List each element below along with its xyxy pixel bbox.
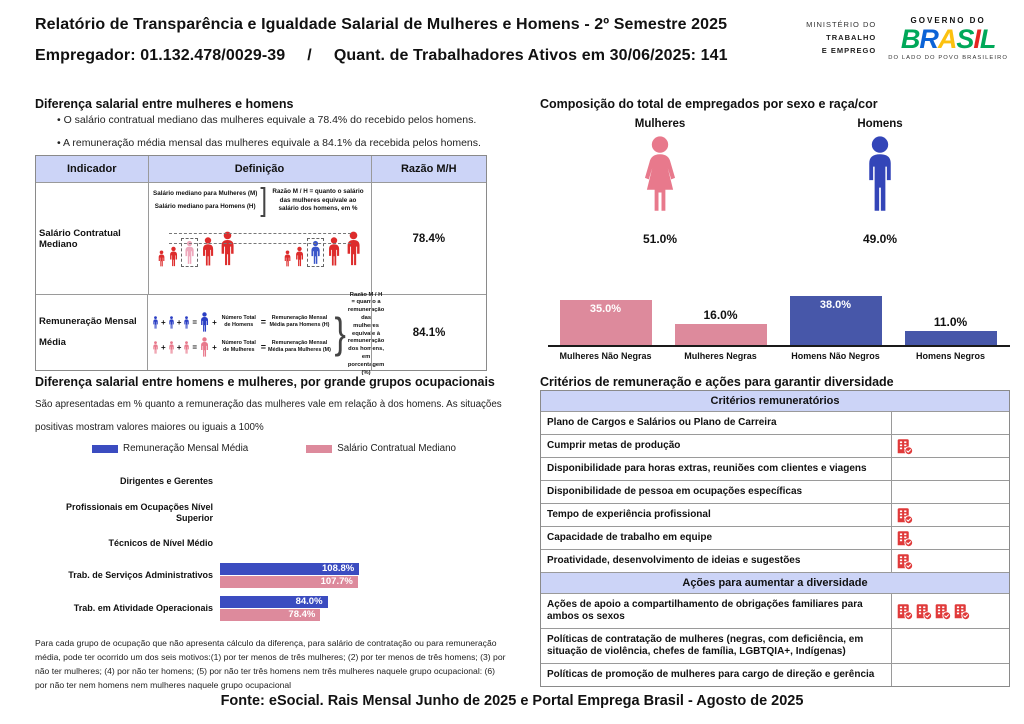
race-category-label: Homens Negros [915,351,986,361]
mensal-bar [220,596,328,608]
race-category-label: Mulheres Negras [684,351,757,361]
brasil-letter: A [937,24,957,54]
criteria-title: Critérios de remuneração e ações para garantir diversidade [540,375,894,389]
race-category-label: Homens Não Negros [791,351,880,361]
report-title: Relatório de Transparência e Igualdade Salarial de Mulheres e Homens - 2º Semestre 2025 [35,16,728,33]
women-percentage: 51.0% [642,232,678,246]
bar-value-label: 107.7% [320,576,353,587]
criteria-label: Proatividade, desenvolvimento de ideias e sugestões [547,555,801,566]
person-icon [157,250,166,267]
occ-category-label: Técnicos de Nível Médio [108,538,213,549]
definition-cell [148,183,371,294]
criteria-icons-cell [891,664,1009,686]
criteria-row [541,480,1009,503]
title-separator: / [307,47,312,64]
criteria-row [541,549,1009,572]
occ-category-label: Trab. de Serviços Administrativos [68,570,213,581]
person-icon [218,230,237,267]
person-icon [183,316,190,329]
col-header-indicador: Indicador [66,163,117,175]
dashed-line [169,243,351,244]
salary-gap-bullets [57,114,497,160]
occupational-bar-chart [35,466,520,625]
bullet-item: • A remuneração média mensal das mulheres equivale a 84.1% da recebida pelos homens. [57,137,497,149]
person-icon [344,230,363,267]
company-check-icon [896,438,913,455]
criteria-row [541,411,1009,434]
criteria-icons-cell [891,550,1009,572]
occupational-subtitle: São apresentadas em % quanto a remuneração das mulheres vale em relação à dos homens. As situações positivas mostram valores maiores ou iguais a 100% [35,399,502,433]
criteria-icons-cell [891,435,1009,457]
indicator-name: Salário Contratual Mediano [39,227,121,250]
men-percentage: 49.0% [862,232,898,246]
mean-ratio-note: Razão M / H = quanto a remuneração das mulheres equivale à remuneração dos homens, em porcentagem (%) [347,291,385,376]
report-header [35,16,728,65]
mensal-bar [220,563,359,575]
company-check-icon [934,603,951,620]
dashed-line [169,233,351,234]
source-footer: Fonte: eSocial. Rais Mensal Junho de 2025 e Portal Emprega Brasil - Agosto de 2025 [220,693,804,709]
criteria-row [541,593,1009,628]
indicator-name: Remuneração Mensal Média [39,315,137,348]
person-icon [283,250,292,267]
women-formula: + + = + Número Total de Mulheres = Remuneração Mensal Média para Mulheres (M) [152,337,331,357]
col-header-definicao: Definição [148,156,371,182]
criteria-row [541,663,1009,686]
race-bar [675,324,767,345]
criteria-icons-cell [891,594,1009,628]
race-bar-chart [548,293,1010,347]
company-check-icon [915,603,932,620]
race-bar [560,300,652,346]
occupational-title: Diferença salarial entre homens e mulheres, por grande grupos ocupacionais [35,375,495,389]
median-ratio-note: Razão M / H = quanto o salário das mulheres equivale ao salário dos homens, em % [272,188,364,213]
person-icon [326,236,342,267]
criteria-section-header: Critérios remuneratórios [541,391,1009,411]
occ-chart-row [35,592,520,625]
person-icon [199,312,210,332]
criteria-row [541,434,1009,457]
brasil-letter: L [979,24,996,54]
person-icon [168,316,175,329]
person-icon [200,236,216,267]
active-workers: Quant. de Trabalhadores Ativos em 30/06/2025: 141 [333,47,728,64]
ministry-line: MINISTÉRIO DO [806,20,877,30]
criteria-label: Plano de Cargos e Salários ou Plano de Carreira [547,417,777,428]
definition-cell [147,291,385,376]
men-label: Homens [857,118,903,130]
chart-legend [35,443,513,454]
legend-label: Remuneração Mensal Média [123,443,249,454]
person-icon [294,246,305,267]
race-bar-slot [893,315,1008,345]
table-row [36,182,486,294]
bar-value-label: 16.0% [703,308,738,323]
criteria-icons-cell [891,481,1009,503]
criteria-label: Tempo de experiência profissional [547,509,711,520]
mean-ratio-value: 84.1% [371,295,486,370]
salary-gap-title: Diferença salarial entre mulheres e homens [35,97,294,111]
women-total-label: Número Total de Mulheres [221,340,256,353]
criteria-icons-cell [891,458,1009,480]
men-composition [805,118,955,246]
criteria-icons-cell [891,629,1009,663]
occ-category-label: Profissionais em Ocupações Nível Superior [65,501,213,523]
occ-chart-row [35,497,520,528]
women-people-group [157,230,237,267]
bar-value-label: 38.0% [819,298,852,311]
race-bar-slot [778,296,893,345]
criteria-row [541,457,1009,480]
criteria-section-header: Ações para aumentar a diversidade [541,572,1009,593]
criteria-label: Disponibilidade de pessoa em ocupações específicas [547,486,803,497]
criteria-row [541,526,1009,549]
company-check-icon [896,553,913,570]
person-icon [199,337,210,357]
women-composition [585,118,735,246]
occ-bars [220,563,520,588]
bracket-glyph: ] [260,182,267,219]
person-icon [152,316,159,329]
composition-title: Composição do total de empregados por sexo e raça/cor [540,97,878,111]
bar-value-label: 35.0% [589,302,622,315]
bar-value-label: 108.8% [322,563,355,574]
women-label: Mulheres [634,118,686,130]
criteria-row [541,503,1009,526]
occ-chart-row [35,466,520,497]
criteria-label: Políticas de promoção de mulheres para cargo de direção e gerência [547,669,875,680]
female-icon [638,136,682,222]
legend-swatch [92,445,118,453]
men-formula: + + = + Número Total de Homens = Remuneração Mensal Média para Homens (H) [152,312,331,332]
median-ratio-value: 78.4% [371,183,486,294]
people-figure [151,221,369,267]
men-people-group [283,230,363,267]
gov-top-label: GOVERNO DO [910,16,986,25]
gov-slogan: DO LADO DO POVO BRASILEIRO [888,55,1008,61]
ministry-line: TRABALHO [826,33,877,43]
race-bar-slot [548,300,663,346]
criteria-label: Ações de apoio a compartilhamento de obrigações familiares para ambos os sexos [547,599,863,622]
person-icon [168,341,175,354]
table-row [36,291,486,376]
brasil-logo [888,16,1008,61]
company-check-icon [953,603,970,620]
male-icon [858,136,902,222]
report-subtitle [35,47,728,65]
median-men-label: Salário mediano para Homens (H) [154,203,256,210]
criteria-icons-cell [891,412,1009,434]
race-bar [790,296,882,345]
brasil-letter: R [919,24,938,54]
criteria-label: Cumprir metas de produção [547,440,681,451]
ministry-line: E EMPREGO [821,45,877,55]
occ-category-label: Trab. em Atividade Operacionais [73,603,213,614]
criteria-table [540,390,1010,687]
brasil-wordmark [888,26,1008,53]
race-bar [905,331,997,345]
legend-label: Salário Contratual Mediano [337,443,456,454]
employer-id: Empregador: 01.132.478/0029-39 [35,47,286,64]
bar-value-label: 11.0% [933,314,968,329]
bar-value-label: 78.4% [288,609,316,620]
company-check-icon [896,530,913,547]
indicator-table-header [36,156,486,182]
person-icon [183,341,190,354]
brasil-letter: I [973,24,980,54]
company-check-icon [896,507,913,524]
occ-chart-row [35,559,520,592]
occ-category-label: Dirigentes e Gerentes [119,476,213,487]
women-result-label: Remuneração Mensal Média para Mulheres (M) [268,340,331,353]
criteria-label: Políticas de contratação de mulheres (negras, com deficiência, em situação de violência, chefes de família, LGBTQIA+, Indígenas) [547,634,864,657]
person-icon [152,341,159,354]
mediano-bar [220,609,320,621]
bar-value-label: 84.0% [295,596,323,607]
company-check-icon [896,603,913,620]
col-header-razao: Razão M/H [371,156,487,182]
bracket-glyph: } [334,310,346,358]
government-logo [806,16,1008,61]
criteria-label: Capacidade de trabalho em equipe [547,532,713,543]
criteria-icons-cell [891,504,1009,526]
men-total-label: Número Total de Homens [221,315,256,328]
median-women-label: Salário mediano para Mulheres (M) [153,190,258,198]
bullet-item: • O salário contratual mediano das mulheres equivale a 78.4% do recebido pelos homens. [57,114,497,126]
race-category-label: Mulheres Não Negras [559,351,652,361]
criteria-icons-cell [891,527,1009,549]
legend-item [92,443,248,454]
occ-bars [220,596,520,621]
indicator-table [35,155,487,376]
ministry-logo [806,19,876,57]
person-icon [168,246,179,267]
occ-chart-row [35,528,520,559]
criteria-label: Disponibilidade para horas extras, reuniões com clientes e viagens [547,463,867,474]
criteria-row [541,628,1009,663]
occupational-footnote: Para cada grupo de ocupação que não apresenta cálculo da diferença, para salário de contratação ou para remuneração média, pode ter ocorrido um dos seis motivos:(1) por ter menos de três mulheres; (2) por ter menos de três homens; (3) por não ter mulheres; (4) por não ter homens; (5) por não ter três homens nem três mulheres naquele grupo ocupacional: (6) por não ter nem homens nem mulheres naquele grupo ocupacional [35,638,506,690]
mediano-bar [220,576,358,588]
brasil-letter: S [956,24,974,54]
brasil-letter: B [900,24,920,54]
legend-item [306,443,456,454]
race-bar-slot [663,308,778,345]
legend-swatch [306,445,332,453]
men-result-label: Remuneração Mensal Média para Homens (H) [269,315,330,328]
race-bar-labels [548,351,1010,361]
